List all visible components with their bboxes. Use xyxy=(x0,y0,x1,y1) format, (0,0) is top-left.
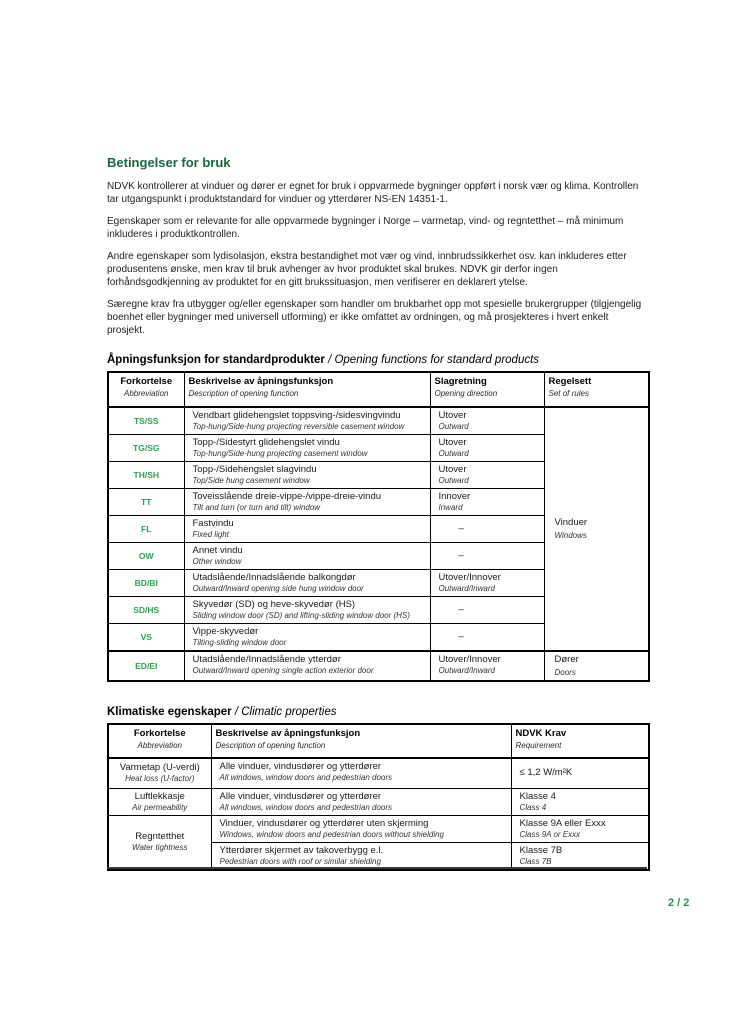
requirement-cell xyxy=(511,842,649,870)
opening-functions-table xyxy=(107,371,650,682)
direction-dash: – xyxy=(458,550,464,561)
header-norwegian: Regelsett xyxy=(548,376,592,387)
direction-norwegian: Utover xyxy=(438,464,467,475)
direction-cell xyxy=(430,570,544,597)
section-title-norwegian: Åpningsfunksjon for standardprodukter xyxy=(107,354,325,366)
direction-cell xyxy=(430,651,544,681)
direction-cell xyxy=(430,516,544,543)
description-norwegian: Topp-/Sidehengslet slagvindu xyxy=(192,464,317,475)
description-cell xyxy=(184,624,430,652)
rules-cell-windows xyxy=(544,407,649,651)
direction-cell xyxy=(430,543,544,570)
direction-cell xyxy=(430,597,544,624)
property-norwegian: Luftlekkasje xyxy=(134,790,185,802)
description-norwegian: Vendbart glidehengslet toppsving-/sidesvingvindu xyxy=(192,410,401,421)
direction-norwegian: Utover xyxy=(438,437,467,448)
abbreviation-cell: BD/BI xyxy=(108,570,184,597)
property-english: Air permeability xyxy=(132,802,188,812)
property-cell-watertightness xyxy=(108,815,211,870)
direction-cell xyxy=(430,624,544,652)
page-number: 2 / 2 xyxy=(668,897,690,909)
direction-english: Outward xyxy=(438,476,469,485)
requirement-norwegian: Klasse 7B xyxy=(519,844,563,856)
abbreviation-cell: FL xyxy=(108,516,184,543)
header-english: Requirement xyxy=(515,741,562,750)
requirement-english: Class 7B xyxy=(519,856,552,866)
direction-english: Outward/Inward xyxy=(438,666,495,675)
description-norwegian: Annet vindu xyxy=(192,545,243,556)
abbreviation-cell: TG/SG xyxy=(108,435,184,462)
header-english: Description of opening function xyxy=(188,389,299,398)
section-title-english: / Opening functions for standard products xyxy=(328,354,540,366)
description-cell xyxy=(211,758,511,788)
description-cell xyxy=(184,435,430,462)
rules-cell-doors xyxy=(544,651,649,681)
description-cell xyxy=(211,788,511,815)
requirement-english: Class 4 xyxy=(519,802,547,812)
description-english: Outward/Inward opening side hung window door xyxy=(192,584,364,593)
description-english: Top-hung/Side-hung projecting casement window xyxy=(192,449,368,458)
direction-cell xyxy=(430,462,544,489)
description-english: Other window xyxy=(192,557,242,566)
description-english: All windows, window doors and pedestrian doors xyxy=(219,802,393,812)
direction-norwegian: Innover xyxy=(438,491,471,502)
description-english: Pedestrian doors with roof or similar shielding xyxy=(219,856,381,866)
requirement-norwegian: Klasse 4 xyxy=(519,790,556,802)
header-english: Set of rules xyxy=(548,389,589,398)
rules-norwegian: Dører xyxy=(554,654,579,665)
direction-dash: – xyxy=(458,604,464,615)
description-cell xyxy=(184,597,430,624)
description-cell xyxy=(184,651,430,681)
requirement-english: Class 9A or Exxx xyxy=(519,829,581,839)
description-cell xyxy=(184,407,430,435)
direction-cell xyxy=(430,435,544,462)
property-english: Water tightness xyxy=(132,843,188,852)
requirement-norwegian: ≤ 1,2 W/m²K xyxy=(519,767,573,779)
abbreviation-cell: TS/SS xyxy=(108,407,184,435)
header-norwegian: Beskrivelse av åpningsfunksjon xyxy=(215,728,361,739)
column-header-description xyxy=(211,724,511,758)
table-header-row xyxy=(108,724,649,758)
column-header-direction xyxy=(430,372,544,407)
direction-norwegian: Utover/Innover xyxy=(438,654,501,665)
table-row xyxy=(108,758,649,788)
abbreviation-cell: OW xyxy=(108,543,184,570)
requirement-cell xyxy=(511,788,649,815)
page-heading: Betingelser for bruk xyxy=(107,155,231,170)
description-cell xyxy=(184,516,430,543)
header-norwegian: Beskrivelse av åpningsfunksjon xyxy=(188,376,334,387)
header-english: Abbreviation xyxy=(137,741,182,750)
section-title-norwegian: Klimatiske egenskaper xyxy=(107,706,232,718)
header-norwegian: Slagretning xyxy=(434,376,487,387)
direction-dash: – xyxy=(458,631,464,642)
column-header-requirement xyxy=(511,724,649,758)
table-header-row xyxy=(108,372,649,407)
requirement-cell xyxy=(511,815,649,842)
description-norwegian: Utadslående/Innadslående balkongdør xyxy=(192,572,356,583)
page-content xyxy=(107,155,648,871)
rules-norwegian: Vinduer xyxy=(554,517,588,528)
direction-cell xyxy=(430,489,544,516)
direction-english: Inward xyxy=(438,503,463,512)
abbreviation-cell: VS xyxy=(108,624,184,652)
description-norwegian: Ytterdører skjermet av takoverbygg e.l. xyxy=(219,844,384,856)
table-row xyxy=(108,788,649,815)
abbreviation-cell: TT xyxy=(108,489,184,516)
description-english: Tilting-sliding window door xyxy=(192,638,287,647)
description-english: Sliding window door (SD) and lifting-sliding window door (HS) xyxy=(192,611,410,620)
header-english: Opening direction xyxy=(434,389,498,398)
description-english: Windows, window doors and pedestrian doors without shielding xyxy=(219,829,444,839)
body-paragraph: NDVK kontrollerer at vinduer og dører er egnet for bruk i oppvarmede bygninger oppført i norsk vær og klima. Kontrollen tar utgangspunkt i produktstandard for vinduer og ytterdører NS-EN 14351-1. xyxy=(107,181,639,205)
description-english: Tilt and turn (or turn and tilt) window xyxy=(192,503,321,512)
property-cell xyxy=(108,758,211,788)
rules-english: Windows xyxy=(554,531,587,540)
description-cell xyxy=(184,462,430,489)
description-english: Top-hung/Side-hung projecting reversible casement window xyxy=(192,422,405,431)
description-cell xyxy=(184,543,430,570)
opening-section-title xyxy=(107,354,648,366)
direction-norwegian: Utover/Innover xyxy=(438,572,501,583)
description-norwegian: Utadslående/Innadslående ytterdør xyxy=(192,654,341,665)
climatic-properties-table xyxy=(107,723,650,871)
description-cell xyxy=(211,842,511,870)
requirement-cell xyxy=(511,758,649,788)
description-norwegian: Alle vinduer, vindusdører og ytterdører xyxy=(219,790,382,802)
header-norwegian: NDVK Krav xyxy=(515,728,567,739)
column-header-description xyxy=(184,372,430,407)
description-norwegian: Vinduer, vindusdører og ytterdører uten skjerming xyxy=(219,817,429,829)
description-english: All windows, window doors and pedestrian doors xyxy=(219,773,393,782)
body-paragraph: Egenskaper som er relevante for alle oppvarmede bygninger i Norge – varmetap, vind- og regntetthet – må minimum inkluderes i produktkontrollen. xyxy=(107,216,624,240)
footer-divider xyxy=(107,867,647,869)
rules-english: Doors xyxy=(554,668,576,677)
description-norwegian: Skyvedør (SD) og heve-skyvedør (HS) xyxy=(192,599,356,610)
climatic-section-title xyxy=(107,706,648,718)
requirement-norwegian: Klasse 9A eller Exxx xyxy=(519,817,606,829)
property-norwegian: Regntetthet xyxy=(135,831,185,842)
description-cell xyxy=(184,570,430,597)
abbreviation-cell: ED/EI xyxy=(108,651,184,681)
description-cell xyxy=(211,815,511,842)
direction-cell xyxy=(430,407,544,435)
direction-english: Outward xyxy=(438,422,469,431)
header-english: Description of opening function xyxy=(215,741,326,750)
description-norwegian: Alle vinduer, vindusdører og ytterdører xyxy=(219,761,382,772)
property-cell xyxy=(108,788,211,815)
abbreviation-cell: SD/HS xyxy=(108,597,184,624)
header-english: Abbreviation xyxy=(124,389,169,398)
description-norwegian: Toveisslående dreie-vippe-/vippe-dreie-vindu xyxy=(192,491,382,502)
abbreviation-cell: TH/SH xyxy=(108,462,184,489)
property-english: Heat loss (U-factor) xyxy=(125,774,195,784)
header-norwegian: Forkortelse xyxy=(120,376,173,387)
body-paragraph: Andre egenskaper som lydisolasjon, ekstra bestandighet mot vær og vind, innbrudssikkerhet osv. kan inkluderes etter produsentens ønske, men krav til bruk avhenger av hvor produktet skal brukes. NDVK gir derfor ingen forhåndsgodkjenning av produktet for en gitt brukssituasjon, men verifiserer en deklarert ytelse. xyxy=(107,251,627,288)
table-row xyxy=(108,815,649,842)
table-row xyxy=(108,407,649,435)
description-norwegian: Vippe-skyvedør xyxy=(192,626,259,637)
body-paragraph: Særegne krav fra utbygger og/eller egenskaper som handler om brukbarhet opp mot spesielle brukergrupper (tilgjengelig boenhet eller bygninger med universell utforming) er ikke omfattet av ordningen, og må prosjekteres i hvert enkelt prosjekt. xyxy=(107,299,642,336)
description-english: Top/Side hung casement window xyxy=(192,476,310,485)
column-header-abbreviation xyxy=(108,372,184,407)
column-header-rules xyxy=(544,372,649,407)
direction-norwegian: Utover xyxy=(438,410,467,421)
description-english: Fixed light xyxy=(192,530,229,539)
property-norwegian: Varmetap (U-verdi) xyxy=(119,762,200,774)
section-title-english: / Climatic properties xyxy=(234,706,337,718)
direction-dash: – xyxy=(458,523,464,534)
direction-english: Outward xyxy=(438,449,469,458)
description-cell xyxy=(184,489,430,516)
column-header-abbreviation xyxy=(108,724,211,758)
description-norwegian: Fastvindu xyxy=(192,518,234,529)
description-english: Outward/Inward opening single action exterior door xyxy=(192,666,374,675)
table-row xyxy=(108,651,649,681)
description-norwegian: Topp-/Sidestyrt glidehengslet vindu xyxy=(192,437,340,448)
direction-english: Outward/Inward xyxy=(438,584,495,593)
header-norwegian: Forkortelse xyxy=(133,728,186,739)
